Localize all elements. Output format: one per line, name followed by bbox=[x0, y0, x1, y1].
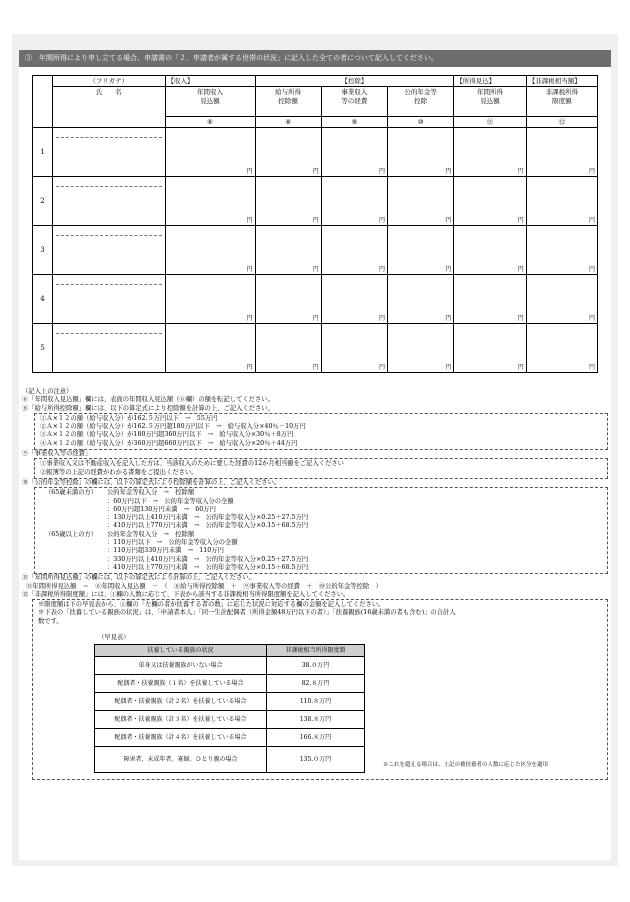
amount-field[interactable] bbox=[388, 275, 454, 324]
yen-unit: 円 bbox=[378, 315, 385, 322]
name-field[interactable] bbox=[53, 177, 166, 226]
amount-field[interactable] bbox=[165, 128, 255, 177]
early-limit: 135.０万円 bbox=[267, 747, 365, 773]
kana-divider bbox=[56, 333, 162, 334]
amount-field[interactable] bbox=[255, 324, 321, 373]
note-9-box bbox=[34, 458, 608, 479]
header-col-8: 給与所得 控除額 bbox=[255, 87, 321, 117]
yen-unit: 円 bbox=[445, 217, 452, 224]
row-number: 5 bbox=[33, 324, 53, 373]
form-sheet bbox=[12, 34, 618, 866]
yen-unit: 円 bbox=[312, 168, 319, 175]
note-10: ⑩「公的年金等控除」の欄には、以下の算定式により控除額を計算の上、ご記入ください。 bbox=[22, 478, 281, 486]
amount-field[interactable] bbox=[165, 275, 255, 324]
amount-field[interactable] bbox=[526, 128, 597, 177]
name-field[interactable] bbox=[53, 226, 166, 275]
early-note: ※これを超える場合は、上記の被扶養者の人数に応じた区分を適用 bbox=[383, 762, 549, 769]
yen-unit: 円 bbox=[378, 364, 385, 371]
amount-field[interactable] bbox=[454, 177, 527, 226]
kana-divider bbox=[56, 137, 162, 138]
amount-field[interactable] bbox=[388, 226, 454, 275]
income-table bbox=[32, 75, 598, 373]
col-num-12: ⑫ bbox=[526, 117, 597, 128]
note-12-line: 数です。 bbox=[38, 617, 63, 625]
early-status: 配偶者・扶養親族（計２名）を扶養している場合 bbox=[95, 693, 267, 711]
yen-unit: 円 bbox=[246, 364, 253, 371]
amount-field[interactable] bbox=[526, 324, 597, 373]
amount-field[interactable] bbox=[255, 177, 321, 226]
amount-field[interactable] bbox=[255, 128, 321, 177]
amount-field[interactable] bbox=[526, 275, 597, 324]
yen-unit: 円 bbox=[312, 315, 319, 322]
yen-unit: 円 bbox=[246, 315, 253, 322]
table-row bbox=[33, 324, 598, 373]
amount-field[interactable] bbox=[526, 177, 597, 226]
over65-formula: 公的年金等収入分 → 控除額 bbox=[107, 530, 195, 538]
early-status: 単身又は扶養親族がいない場合 bbox=[95, 657, 267, 675]
note-8-box bbox=[34, 413, 608, 450]
early-row bbox=[95, 747, 365, 773]
yen-unit: 円 bbox=[588, 364, 595, 371]
yen-unit: 円 bbox=[517, 364, 524, 371]
amount-field[interactable] bbox=[388, 128, 454, 177]
amount-field[interactable] bbox=[165, 324, 255, 373]
header-deduction: 【控除】 bbox=[255, 76, 454, 87]
note-10-box bbox=[34, 487, 608, 574]
yen-unit: 円 bbox=[445, 315, 452, 322]
under65-item: ：130万円以上410万円未満 → 公的年金等収入分×0.25＋27.5万円 bbox=[107, 514, 309, 522]
yen-unit: 円 bbox=[312, 217, 319, 224]
amount-field[interactable] bbox=[255, 275, 321, 324]
col-num-11: ⑪ bbox=[454, 117, 527, 128]
note-8-item: ③Ａ×１２の額（給与収入分）が180万円超360万円以下 → 給与収入分×30％＋8万円 bbox=[40, 431, 294, 439]
early-row bbox=[95, 711, 365, 729]
early-row bbox=[95, 657, 365, 675]
row-number: 4 bbox=[33, 275, 53, 324]
amount-field[interactable] bbox=[321, 128, 387, 177]
amount-field[interactable] bbox=[454, 275, 527, 324]
early-limit: 38.０万円 bbox=[267, 657, 365, 675]
header-col-11: 年間所得 見込額 bbox=[454, 87, 527, 117]
yen-unit: 円 bbox=[378, 266, 385, 273]
header-kana: （フリガナ） bbox=[53, 76, 166, 87]
table-row bbox=[33, 226, 598, 275]
early-limit: 110.８万円 bbox=[267, 693, 365, 711]
early-limit: 138.８万円 bbox=[267, 711, 365, 729]
over65-item: ：410万円以上770万円未満 → 公的年金等収入分×0.15＋68.5万円 bbox=[107, 563, 309, 571]
yen-unit: 円 bbox=[588, 266, 595, 273]
amount-field[interactable] bbox=[321, 226, 387, 275]
note-12-line: ※限度額は下の早見表から、①欄の「左欄の者が扶養する者の数」に応じた状況に対応する欄の金額を記入してください。 bbox=[38, 601, 385, 609]
note-12: ⑫「非課税所得限度額」には、①欄の人数に応じて、下表から該当する非課税相当所得限度額を記入してください。 bbox=[22, 590, 350, 598]
yen-unit: 円 bbox=[517, 168, 524, 175]
over65-label: （65歳以上の方） bbox=[45, 530, 98, 538]
header-income: 【収入】 bbox=[165, 76, 255, 87]
note-8-item: ①Ａ×１２の額（給与収入分）が162.５万円以下 → 55万円 bbox=[40, 414, 218, 422]
notes-section bbox=[22, 388, 608, 780]
amount-field[interactable] bbox=[165, 226, 255, 275]
early-header-limit: 非課税相当所得限度額 bbox=[267, 645, 365, 657]
amount-field[interactable] bbox=[165, 177, 255, 226]
yen-unit: 円 bbox=[246, 266, 253, 273]
amount-field[interactable] bbox=[454, 226, 527, 275]
yen-unit: 円 bbox=[588, 217, 595, 224]
early-header-status: 扶養している親族の状況 bbox=[95, 645, 267, 657]
note-6: ⑥「年間収入見込額」欄には、表面の年間収入見込額（⑥欄）の額を転記してください。 bbox=[22, 396, 274, 404]
early-status: 配偶者・扶養親族（計３名）を扶養している場合 bbox=[95, 711, 267, 729]
note-11-formula: ⑪年間所得見込額 ＝ ⑥年間収入見込額 － （ ⑧給与所得控除額 ＋ ⑨事業収入等の経費 ＋ ⑩公的年金等控除 ） bbox=[26, 582, 382, 590]
yen-unit: 円 bbox=[588, 168, 595, 175]
yen-unit: 円 bbox=[445, 168, 452, 175]
notes-title: （記入上の注意） bbox=[22, 388, 73, 395]
note-8-item: ④Ａ×１２の額（給与収入分）が360万円超660万円以下 → 給与収入分×20％＋44万円 bbox=[40, 439, 298, 447]
col-num-6: ⑥ bbox=[165, 117, 255, 128]
yen-unit: 円 bbox=[445, 266, 452, 273]
yen-unit: 円 bbox=[445, 364, 452, 371]
amount-field[interactable] bbox=[388, 324, 454, 373]
table-row bbox=[33, 177, 598, 226]
kana-divider bbox=[56, 186, 162, 187]
early-table bbox=[94, 644, 365, 773]
note-11: ⑪「年間所得見込額」の欄には、以下の算定式により計算の上、ご記入ください。 bbox=[22, 574, 255, 582]
row-number: 2 bbox=[33, 177, 53, 226]
early-limit: 82.８万円 bbox=[267, 675, 365, 693]
header-col-9: 事業収入 等の経費 bbox=[321, 87, 387, 117]
kana-divider bbox=[56, 235, 162, 236]
yen-unit: 円 bbox=[246, 217, 253, 224]
yen-unit: 円 bbox=[517, 266, 524, 273]
over65-item: ：110万円以下 → 公的年金等収入分の全額 bbox=[107, 539, 238, 547]
col-num-10: ⑩ bbox=[388, 117, 454, 128]
kana-divider bbox=[56, 284, 162, 285]
over65-item: ：330万円以上410万円未満 → 公的年金等収入分×0.25＋27.5万円 bbox=[107, 555, 309, 563]
row-number: 3 bbox=[33, 226, 53, 275]
table-row bbox=[33, 275, 598, 324]
note-9-item: ①事業収入又は不動産収入を記入した方は、当該収入のために要した経費の12か月相当額をご記入ください bbox=[40, 460, 344, 468]
yen-unit: 円 bbox=[378, 168, 385, 175]
amount-field[interactable] bbox=[454, 128, 527, 177]
early-title: （早見表） bbox=[98, 634, 130, 642]
amount-field[interactable] bbox=[321, 177, 387, 226]
note-8-item: ②Ａ×１２の額（給与収入分）が162.５万円超180万円以下 → 給与収入分×40％－10万円 bbox=[40, 423, 306, 431]
amount-field[interactable] bbox=[255, 226, 321, 275]
amount-field[interactable] bbox=[388, 177, 454, 226]
header-blank bbox=[33, 76, 53, 128]
early-status: 障害者、未成年者、寡婦、ひとり親の場合 bbox=[95, 747, 267, 773]
amount-field[interactable] bbox=[321, 275, 387, 324]
over65-item: ：110万円超330万円未満 → 110万円 bbox=[107, 547, 224, 555]
form-inner bbox=[19, 50, 611, 860]
early-limit: 166.８万円 bbox=[267, 729, 365, 747]
header-col-10: 公的年金等 控除 bbox=[388, 87, 454, 117]
under65-item: ：60万円超130万円未満 → 60万円 bbox=[107, 505, 216, 513]
header-col-12: 非課税所得 限度額 bbox=[526, 87, 597, 117]
yen-unit: 円 bbox=[588, 315, 595, 322]
yen-unit: 円 bbox=[312, 364, 319, 371]
early-row bbox=[95, 675, 365, 693]
header-limit: 【非課税相当額】 bbox=[526, 76, 597, 87]
row-number: 1 bbox=[33, 128, 53, 177]
table-row bbox=[33, 128, 598, 177]
early-status: 配偶者・扶養親族（１名）を扶養している場合 bbox=[95, 675, 267, 693]
col-num-9: ⑨ bbox=[321, 117, 387, 128]
amount-field[interactable] bbox=[454, 324, 527, 373]
amount-field[interactable] bbox=[526, 226, 597, 275]
early-row bbox=[95, 693, 365, 711]
under65-item: ：60万円以下 → 公的年金等収入分の全額 bbox=[107, 497, 234, 505]
note-12-line: ※下表の「扶養している親族の状況」は、「申請者本人」「同一生計配偶者（所得金額48万円以下の者）」「扶養親族(16歳未満の者も含む)」の合計人 bbox=[38, 609, 456, 617]
under65-item: ：410万円以上770万円未満 → 公的年金等収入分×0.15＋68.5万円 bbox=[107, 522, 309, 530]
note-9: ⑨「事業収入等の経費」 bbox=[22, 450, 92, 458]
note-12-box bbox=[32, 599, 608, 780]
name-field[interactable] bbox=[53, 324, 166, 373]
yen-unit: 円 bbox=[312, 266, 319, 273]
yen-unit: 円 bbox=[246, 168, 253, 175]
note-8: ⑧「給与所得控除額」欄には、以下の算定式により控除額を計算の上、ご記入ください。 bbox=[22, 404, 274, 412]
early-row bbox=[95, 729, 365, 747]
header-name: 氏 名 bbox=[53, 87, 166, 128]
name-field[interactable] bbox=[53, 128, 166, 177]
amount-field[interactable] bbox=[321, 324, 387, 373]
note-9-item: ②帳簿等の上記の経費がわかる書類をご提出ください。 bbox=[40, 468, 198, 476]
section-header: ③ 年間所得により申し立てる場合、申請書の「２．申請者が属する世帯の状況」に記入した全ての者について記入してください。 bbox=[19, 50, 611, 67]
under65-label: （65歳未満の方） bbox=[45, 489, 98, 497]
header-col-6: 年間収入 見込額 bbox=[165, 87, 255, 117]
early-status: 配偶者・扶養親族（計４名）を扶養している場合 bbox=[95, 729, 267, 747]
name-field[interactable] bbox=[53, 275, 166, 324]
yen-unit: 円 bbox=[378, 217, 385, 224]
yen-unit: 円 bbox=[517, 217, 524, 224]
yen-unit: 円 bbox=[517, 315, 524, 322]
under65-formula: 公的年金等収入分 → 控除額 bbox=[107, 489, 195, 497]
header-shotoku: 【所得見込】 bbox=[454, 76, 527, 87]
col-num-8: ⑧ bbox=[255, 117, 321, 128]
